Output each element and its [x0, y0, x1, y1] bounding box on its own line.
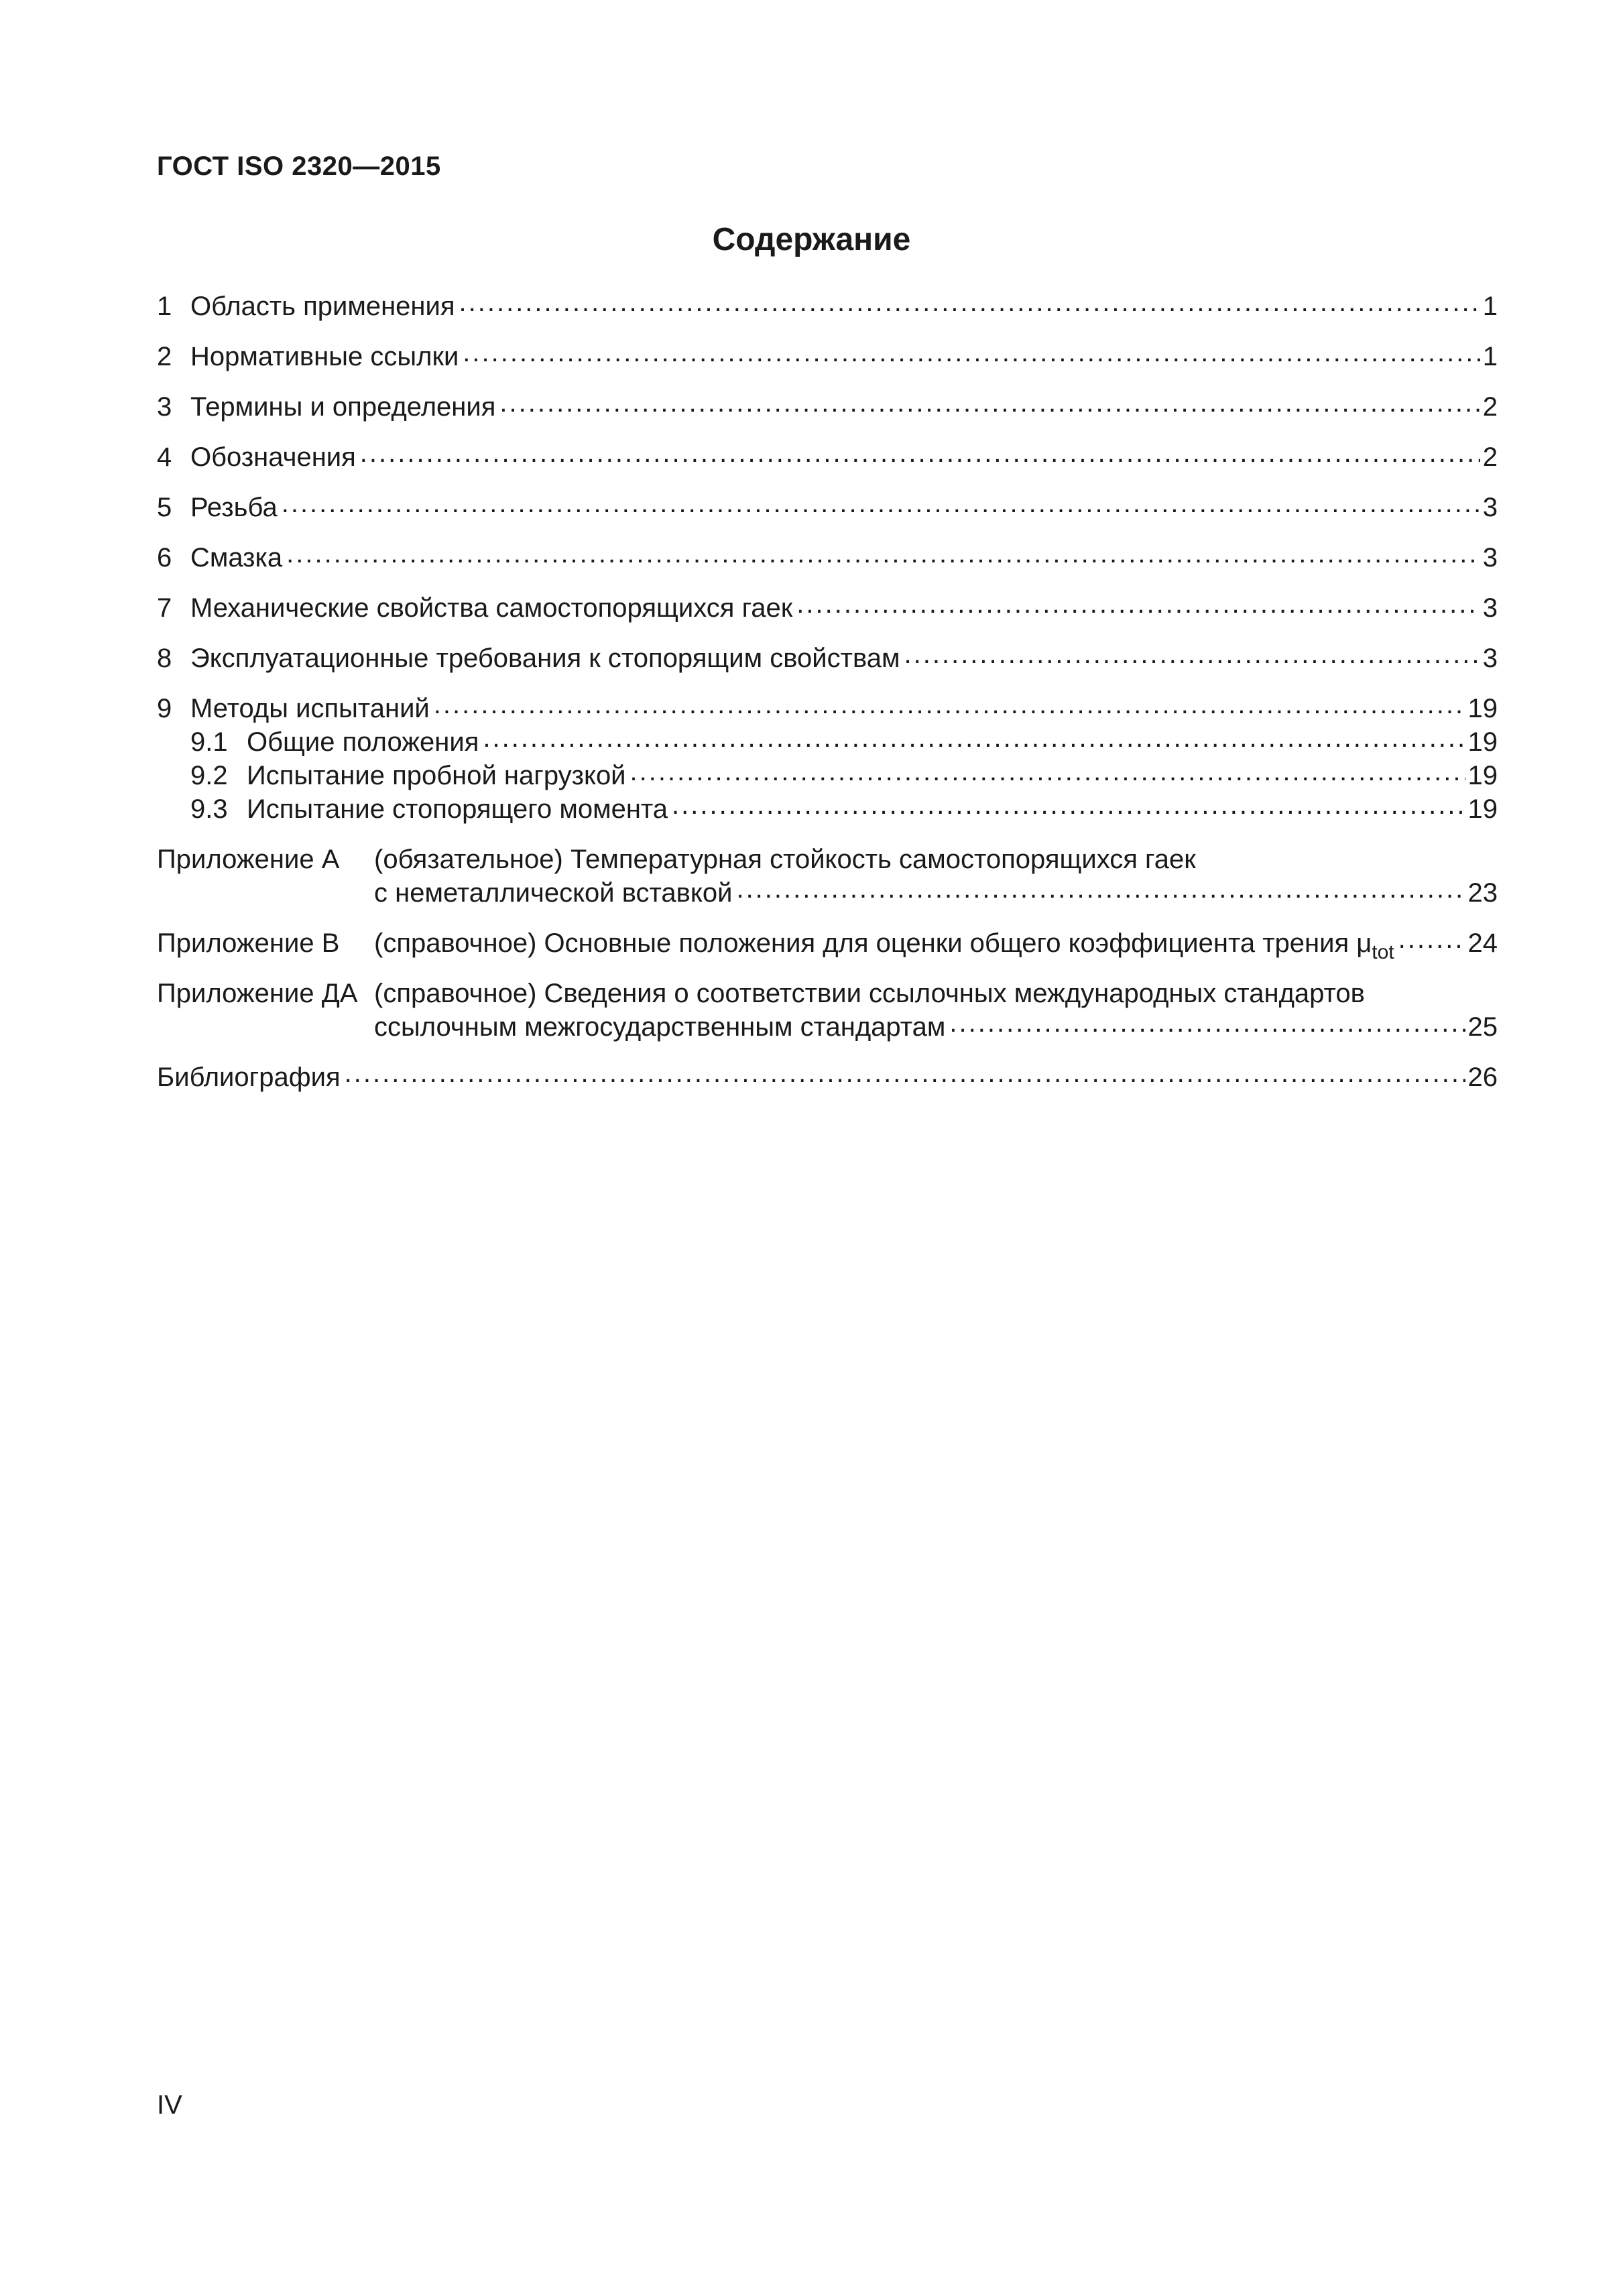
- dot-leader: [434, 696, 1465, 717]
- toc-entry-page: 1: [1482, 342, 1498, 371]
- toc-entry-7[interactable]: [157, 591, 1498, 625]
- bibliography-page: 26: [1467, 1063, 1498, 1092]
- toc-annex-da-line2[interactable]: [157, 1010, 1498, 1044]
- toc-entry-label: Смазка: [190, 543, 283, 572]
- toc-entry-number: 2: [157, 342, 172, 371]
- annex-page: 23: [1467, 878, 1498, 908]
- toc-subentry-label: Испытание пробной нагрузкой: [247, 761, 626, 790]
- annex-title: (справочное) Сведения о соответствии ссылочных международных стандартов: [374, 979, 1365, 1008]
- toc-title: Содержание: [712, 222, 911, 257]
- toc-entry-1[interactable]: [157, 290, 1498, 323]
- toc-entry-label: Эксплуатационные требования к стопорящим свойствам: [190, 644, 900, 673]
- standard-header: ГОСТ ISO 2320—2015: [157, 152, 441, 181]
- toc-entry-label: Резьба: [190, 493, 278, 522]
- toc-entry-page: 2: [1482, 442, 1498, 472]
- toc-annex-a-line2[interactable]: [157, 876, 1498, 910]
- toc-entry-5[interactable]: [157, 491, 1498, 524]
- toc-entry-number: 4: [157, 442, 172, 472]
- annex-key: Приложение В: [157, 928, 340, 958]
- toc-entry-number: 3: [157, 392, 172, 422]
- toc-entry-2[interactable]: [157, 340, 1498, 373]
- mu-glyph: μ: [1356, 928, 1372, 958]
- bibliography-label: Библиография: [157, 1063, 341, 1092]
- toc-entry-page: 2: [1482, 392, 1498, 422]
- toc-entry-number: 6: [157, 543, 172, 572]
- dot-leader: [463, 344, 1480, 365]
- toc-subentry-9-2[interactable]: [157, 759, 1498, 792]
- dot-leader: [286, 545, 1480, 566]
- dot-leader: [360, 444, 1480, 466]
- toc-entry-number: 1: [157, 292, 172, 321]
- dot-leader: [630, 763, 1465, 784]
- toc-subentry-page: 19: [1467, 727, 1498, 757]
- annex-key: Приложение А: [157, 845, 340, 874]
- annex-page: 25: [1467, 1012, 1498, 1042]
- dot-leader: [672, 796, 1465, 818]
- dot-leader: [282, 495, 1480, 516]
- toc-entry-6[interactable]: [157, 541, 1498, 575]
- subentry-number-text: 9.3: [190, 794, 228, 824]
- dot-leader: [904, 646, 1480, 667]
- mu-symbol: [1349, 926, 1394, 969]
- annex-title-cont: с неметаллической вставкой: [374, 878, 733, 908]
- toc-entry-4[interactable]: [157, 440, 1498, 474]
- mu-subscript: tot: [1372, 941, 1394, 963]
- annex-title-cont: ссылочным межгосударственным стандартам: [374, 1012, 946, 1042]
- subentry-number-text: 9.1: [190, 727, 228, 757]
- toc-subentry-number: [157, 725, 247, 759]
- toc-subentry-number: [157, 759, 247, 792]
- toc-subentry-page: 19: [1467, 794, 1498, 824]
- annex-key: Приложение ДА: [157, 979, 358, 1008]
- toc-entry-number: 5: [157, 493, 172, 522]
- dot-leader: [1398, 930, 1465, 952]
- toc-entry-page: 3: [1482, 543, 1498, 572]
- annex-title: (справочное) Основные положения для оценки общего коэффициента трения: [374, 928, 1349, 958]
- toc-entry-number: 7: [157, 593, 172, 623]
- page-number: IV: [157, 2090, 182, 2120]
- toc-subentry-9-3[interactable]: [157, 792, 1498, 826]
- dot-leader: [483, 729, 1465, 751]
- dot-leader: [345, 1065, 1465, 1086]
- toc-entry-label: Термины и определения: [190, 392, 496, 422]
- toc-subentry-9-1[interactable]: [157, 725, 1498, 759]
- toc-bibliography[interactable]: [157, 1061, 1498, 1094]
- toc-annex-a-line1[interactable]: [157, 843, 1498, 876]
- toc-subentry-page: 19: [1467, 761, 1498, 790]
- subentry-number-text: 9.2: [190, 761, 228, 790]
- dot-leader: [499, 394, 1480, 416]
- toc-entry-3[interactable]: [157, 390, 1498, 424]
- toc-entry-page: 3: [1482, 644, 1498, 673]
- toc-subentry-label: Общие положения: [247, 727, 479, 757]
- annex-title: (обязательное) Температурная стойкость самостопорящихся гаек: [374, 845, 1196, 874]
- toc-entry-label: Нормативные ссылки: [190, 342, 459, 371]
- toc-entry-number: 9: [157, 694, 172, 723]
- dot-leader: [949, 1014, 1465, 1036]
- dot-leader: [736, 880, 1465, 902]
- toc-annex-da-line1[interactable]: [157, 977, 1498, 1010]
- toc-entry-9[interactable]: [157, 692, 1498, 725]
- toc-subentry-label: Испытание стопорящего момента: [247, 794, 668, 824]
- toc-entry-label: Методы испытаний: [190, 694, 430, 723]
- toc-entry-page: 1: [1482, 292, 1498, 321]
- toc-subentry-number: [157, 792, 247, 826]
- toc-entry-8[interactable]: [157, 642, 1498, 675]
- table-of-contents: [157, 290, 1498, 1094]
- toc-entry-page: 19: [1467, 694, 1498, 723]
- toc-entry-label: Механические свойства самостопорящихся гаек: [190, 593, 793, 623]
- toc-entry-label: Обозначения: [190, 442, 356, 472]
- toc-entry-page: 3: [1482, 493, 1498, 522]
- annex-page: 24: [1467, 928, 1498, 958]
- dot-leader: [459, 294, 1480, 315]
- toc-entry-label: Область применения: [190, 292, 455, 321]
- toc-entry-page: 3: [1482, 593, 1498, 623]
- toc-entry-number: 8: [157, 644, 172, 673]
- dot-leader: [796, 595, 1480, 617]
- toc-annex-b[interactable]: [157, 926, 1498, 963]
